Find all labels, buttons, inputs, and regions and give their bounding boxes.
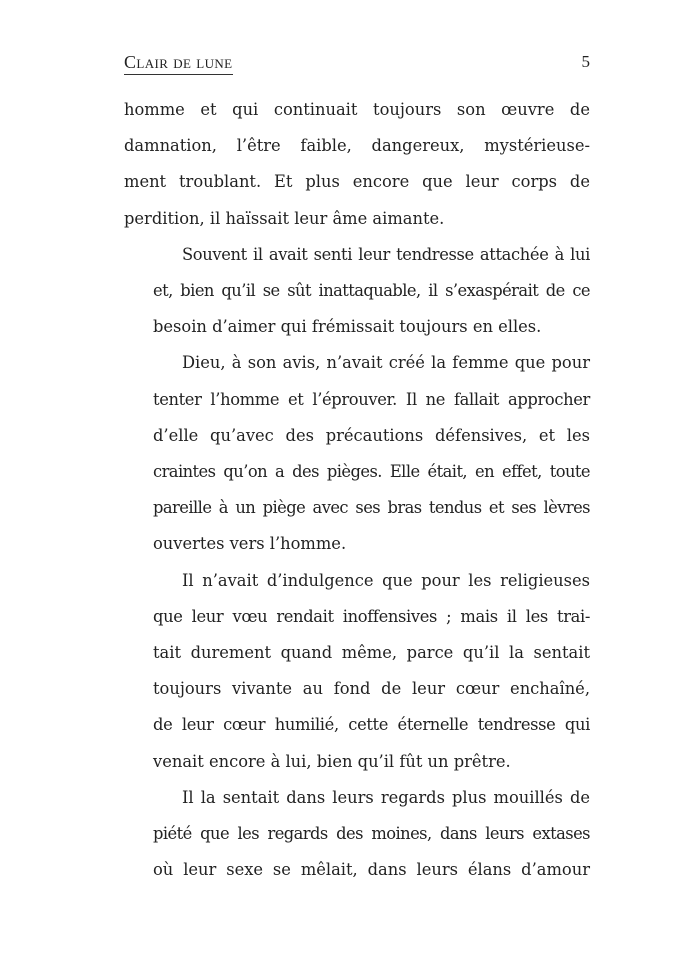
paragraph-3 <box>124 345 590 562</box>
text-line: de leur cœur humilié, cette éternelle tendresse qui <box>153 715 590 735</box>
text-line: ouvertes vers l’homme. <box>153 534 347 554</box>
paragraph-2 <box>124 237 590 346</box>
text-line: craintes qu’on a des pièges. Elle était, en effet, toute <box>153 462 590 482</box>
text-line: tenter l’homme et l’éprouver. Il ne fallait approcher <box>153 389 590 409</box>
text-line: venait encore à lui, bien qu’il fût un prêtre. <box>153 751 511 771</box>
text-line: Dieu, à son avis, n’avait créé la femme que pour <box>182 353 590 373</box>
paragraph-1 <box>124 92 590 237</box>
text-line: perdition, il haïssait leur âme aimante. <box>124 208 445 228</box>
running-title: Clair de lune <box>124 52 233 75</box>
paragraph-4 <box>124 563 590 780</box>
page-number: 5 <box>581 52 590 71</box>
text-line: que leur vœu rendait inoffensives ; mais il les trai- <box>153 606 590 626</box>
text-line: et, bien qu’il se sût inattaquable, il s’exaspérait de ce <box>153 281 590 301</box>
text-line: Il la sentait dans leurs regards plus mouillés de <box>182 787 590 807</box>
text-line: pareille à un piège avec ses bras tendus et ses lèvres <box>153 498 590 518</box>
text-line: Souvent il avait senti leur tendresse attachée à lui <box>182 244 590 264</box>
page-header <box>124 52 590 76</box>
text-line: homme et qui continuait toujours son œuvre de <box>124 100 590 119</box>
text-line: tait durement quand même, parce qu’il la sentait <box>153 643 590 663</box>
text-line: toujours vivante au fond de leur cœur enchaîné, <box>153 679 590 699</box>
text-line: Il n’avait d’indulgence que pour les religieuses <box>182 570 590 590</box>
text-line: besoin d’aimer qui frémissait toujours en elles. <box>153 317 542 337</box>
text-line: ment troublant. Et plus encore que leur corps de <box>124 172 590 192</box>
body-text <box>124 92 590 888</box>
text-line: où leur sexe se mêlait, dans leurs élans d’amour <box>153 860 590 880</box>
text-line: piété que les regards des moines, dans leurs extases <box>153 824 590 844</box>
paragraph-5 <box>124 780 590 889</box>
text-line: d’elle qu’avec des précautions défensives, et les <box>153 425 590 445</box>
text-line: damnation, l’être faible, dangereux, mystérieuse- <box>124 136 590 156</box>
